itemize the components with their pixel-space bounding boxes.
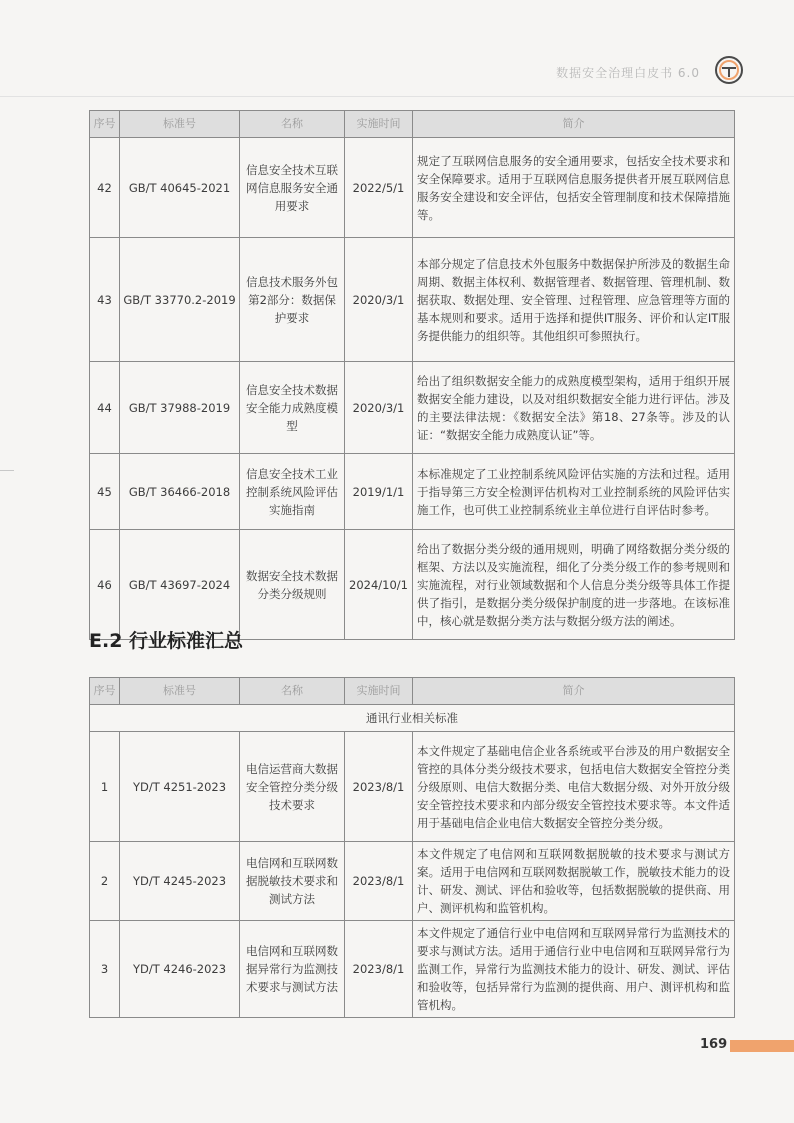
row-desc: 本文件规定了基础电信企业各系统或平台涉及的用户数据安全管控的具体分类分级技术要求，包括电信大数据安全管控分类分级原则、电信大数据分类、电信大数据分级、对外开放分级安全管控技术要求和内部分级安全管控技术要求等。本文件适用于基础电信企业电信大数据安全管控分类分级。 [413, 732, 735, 842]
header-name: 名称 [240, 678, 345, 705]
margin-mark [0, 470, 14, 471]
page-number: 169 [700, 1037, 728, 1052]
industry-standards-table [89, 677, 735, 1018]
row-name: 电信网和互联网数据脱敏技术要求和测试方法 [240, 842, 345, 921]
row-num: 45 [90, 454, 120, 530]
row-num: 2 [90, 842, 120, 921]
logo-icon [714, 55, 744, 85]
table-row [90, 530, 735, 640]
row-code: GB/T 43697-2024 [120, 530, 240, 640]
row-num: 44 [90, 362, 120, 454]
header-num: 序号 [90, 111, 120, 138]
row-name: 信息技术服务外包 第2部分：数据保护要求 [240, 238, 345, 362]
header-date: 实施时间 [345, 678, 413, 705]
row-date: 2023/8/1 [345, 921, 413, 1018]
row-date: 2023/8/1 [345, 842, 413, 921]
row-num: 1 [90, 732, 120, 842]
header-code: 标准号 [120, 678, 240, 705]
section-heading: E.2 行业标准汇总 [89, 630, 244, 652]
row-name: 信息安全技术数据安全能力成熟度模型 [240, 362, 345, 454]
header-code: 标准号 [120, 111, 240, 138]
row-num: 3 [90, 921, 120, 1018]
row-desc: 本标准规定了工业控制系统风险评估实施的方法和过程。适用于指导第三方安全检测评估机构对工业控制系统的风险评估实施工作，也可供工业控制系统业主单位进行自评估时参考。 [413, 454, 735, 530]
table-row [90, 732, 735, 842]
row-desc: 本部分规定了信息技术外包服务中数据保护所涉及的数据生命周期、数据主体权利、数据管理者、数据管理、管理机制、数据获取、数据处理、安全管理、过程管理、应急管理等方面的基本规则和要求。适用于选择和提供IT服务、评价和认定IT服务提供能力的组织等。其他组织可参照执行。 [413, 238, 735, 362]
table-row [90, 454, 735, 530]
group-row [90, 705, 735, 732]
table-row [90, 921, 735, 1018]
row-date: 2023/8/1 [345, 732, 413, 842]
row-num: 42 [90, 138, 120, 238]
row-date: 2024/10/1 [345, 530, 413, 640]
table-header-row [90, 111, 735, 138]
page-accent-bar [730, 1040, 794, 1052]
row-date: 2020/3/1 [345, 362, 413, 454]
row-code: GB/T 37988-2019 [120, 362, 240, 454]
row-code: GB/T 40645-2021 [120, 138, 240, 238]
row-name: 电信运营商大数据安全管控分类分级技术要求 [240, 732, 345, 842]
row-desc: 给出了组织数据安全能力的成熟度模型架构，适用于组织开展数据安全能力建设，以及对组织数据安全能力进行评估。涉及的主要法律法规：《数据安全法》第18、27条等。涉及的认证：“数据安全能力成熟度认证”等。 [413, 362, 735, 454]
row-date: 2022/5/1 [345, 138, 413, 238]
row-num: 43 [90, 238, 120, 362]
row-name: 电信网和互联网数据异常行为监测技术要求与测试方法 [240, 921, 345, 1018]
table-row [90, 238, 735, 362]
table-header-row [90, 678, 735, 705]
header-date: 实施时间 [345, 111, 413, 138]
row-desc: 本文件规定了电信网和互联网数据脱敏的技术要求与测试方案。适用于电信网和互联网数据脱敏工作，脱敏技术能力的设计、研发、测试、评估和验收等，包括数据脱敏的提供商、用户、测评机构和监管机构。 [413, 842, 735, 921]
row-code: GB/T 33770.2-2019 [120, 238, 240, 362]
row-code: GB/T 36466-2018 [120, 454, 240, 530]
row-date: 2020/3/1 [345, 238, 413, 362]
row-code: YD/T 4251-2023 [120, 732, 240, 842]
table-row [90, 138, 735, 238]
header-rule [0, 96, 794, 97]
group-label: 通讯行业相关标准 [90, 705, 735, 732]
row-code: YD/T 4245-2023 [120, 842, 240, 921]
row-num: 46 [90, 530, 120, 640]
row-date: 2019/1/1 [345, 454, 413, 530]
row-name: 数据安全技术数据分类分级规则 [240, 530, 345, 640]
header-desc: 简介 [413, 111, 735, 138]
row-desc: 本文件规定了通信行业中电信网和互联网异常行为监测技术的要求与测试方法。适用于通信行业中电信网和互联网异常行为监测工作，异常行为监测技术能力的设计、研发、测试、评估和验收等，包括异常行为监测的提供商、用户、测评机构和监管机构。 [413, 921, 735, 1018]
row-desc: 给出了数据分类分级的通用规则，明确了网络数据分类分级的框架、方法以及实施流程，细化了分类分级工作的参考规则和实施流程，对行业领域数据和个人信息分类分级等具体工作提供了指引，是数据分类分级保护制度的进一步落地。在该标准中，核心就是数据分类方法与数据分级方法的阐述。 [413, 530, 735, 640]
header-name: 名称 [240, 111, 345, 138]
row-desc: 规定了互联网信息服务的安全通用要求，包括安全技术要求和安全保障要求。适用于互联网信息服务提供者开展互联网信息服务安全建设和安全评估，包括安全管理制度和技术保障措施等。 [413, 138, 735, 238]
table-row [90, 842, 735, 921]
header-num: 序号 [90, 678, 120, 705]
row-code: YD/T 4246-2023 [120, 921, 240, 1018]
header-desc: 简介 [413, 678, 735, 705]
national-standards-table [89, 110, 735, 640]
table-row [90, 362, 735, 454]
header-title: 数据安全治理白皮书 6.0 [556, 66, 700, 80]
row-name: 信息安全技术工业控制系统风险评估实施指南 [240, 454, 345, 530]
row-name: 信息安全技术互联网信息服务安全通用要求 [240, 138, 345, 238]
